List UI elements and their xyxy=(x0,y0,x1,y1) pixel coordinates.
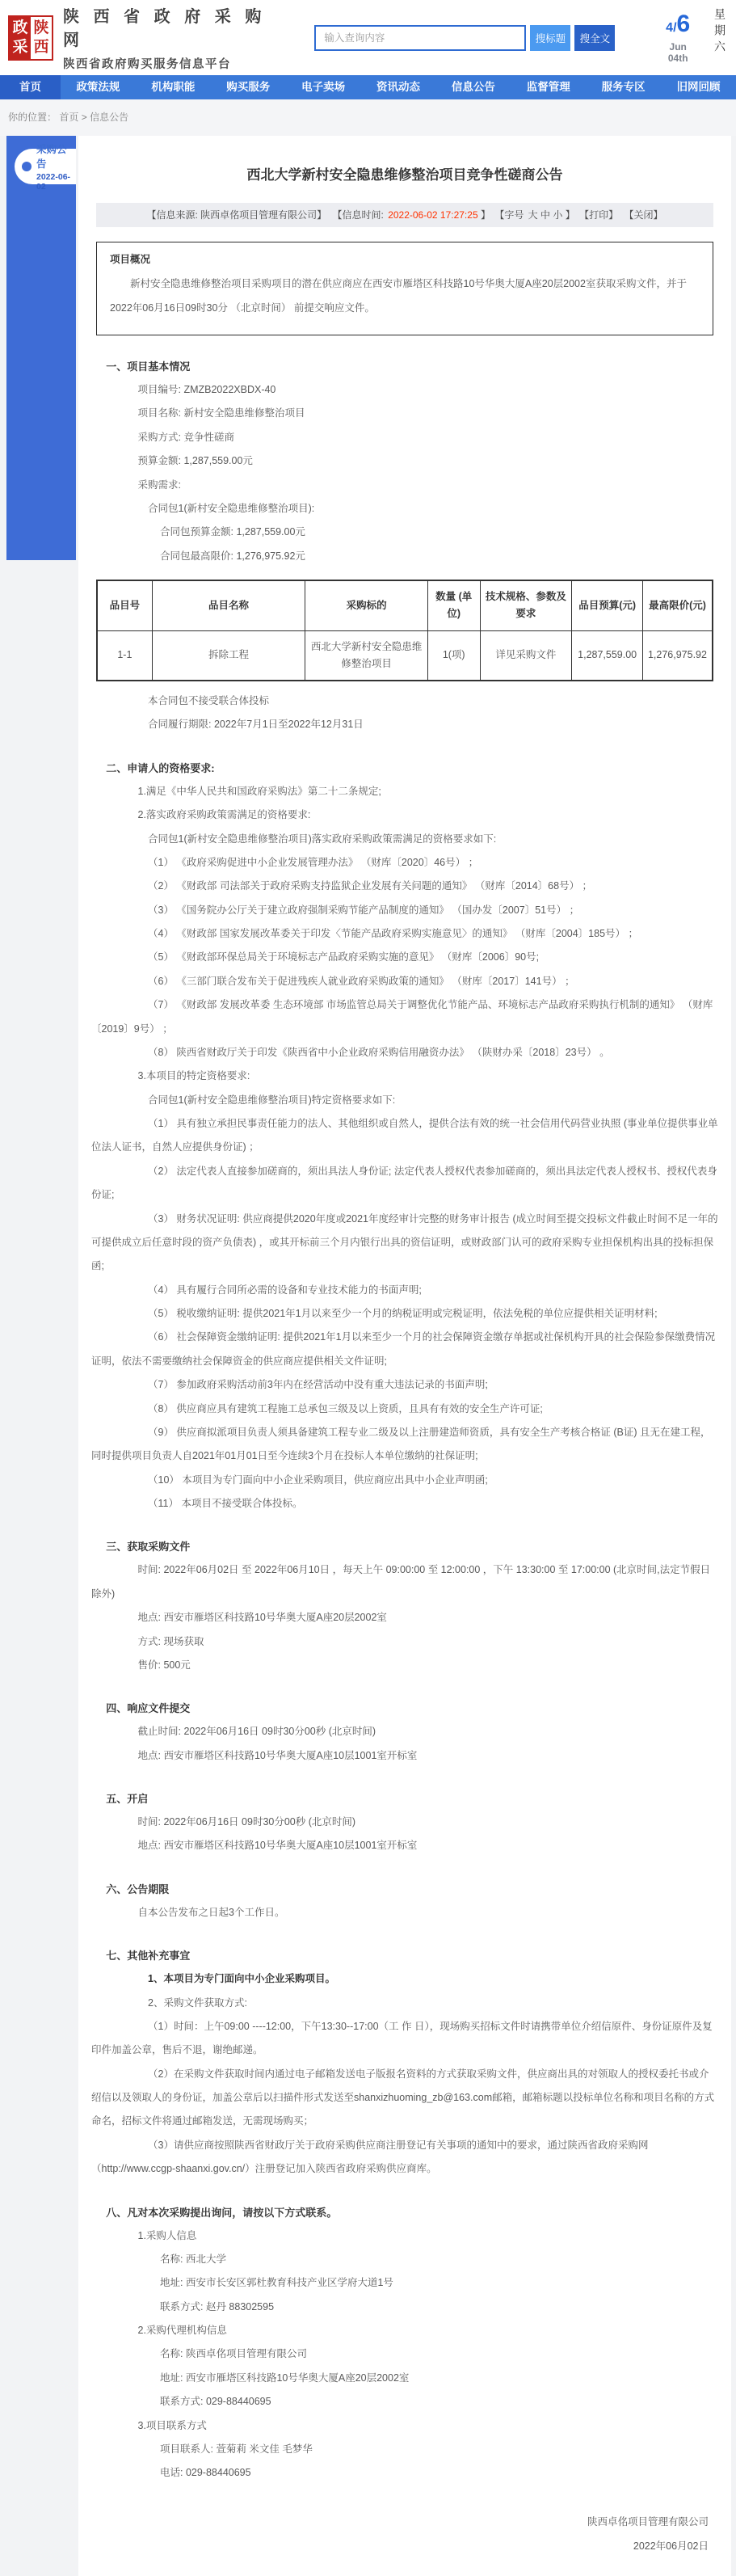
search-fulltext-button[interactable]: 搜全文 xyxy=(574,25,615,51)
meta-source: 【信息来源: 陕西卓佲项目管理有限公司】 xyxy=(146,209,327,221)
section-6-heading: 六、公告期限 xyxy=(106,1882,170,1895)
text-line: （10） 本项目为专门面向中小企业采购项目，供应商应出具中小企业声明函; xyxy=(148,1474,488,1486)
meta-time-value: 2022-06-02 17:27:25 xyxy=(388,209,478,221)
article-signature xyxy=(78,2510,731,2558)
date-numeric xyxy=(660,12,696,40)
text-line: 2.落实政府采购政策需满足的资格要求: xyxy=(137,809,311,821)
text-line: 合同包1(新村安全隐患维修整治项目)特定资格要求如下: xyxy=(148,1094,396,1106)
nav-item-e-mall[interactable]: 电子卖场 xyxy=(301,81,346,93)
table-cell: 西北大学新村安全隐患维修整治项目 xyxy=(305,630,428,681)
table-cell: 1-1 xyxy=(97,630,152,681)
sidebar xyxy=(6,136,76,560)
meta-fontsize-close: 】 xyxy=(565,209,575,221)
text-line: 2.采购代理机构信息 xyxy=(137,2325,227,2336)
text-line: 联系方式: 赵丹 88302595 xyxy=(160,2300,275,2312)
text-line: 采购需求: xyxy=(137,479,181,491)
section-8-body xyxy=(78,2224,731,2485)
article-meta-bar xyxy=(96,203,713,227)
logo-char: 采 xyxy=(12,38,28,56)
table-cell: 1(项) xyxy=(427,630,480,681)
section-2-body xyxy=(78,780,731,1516)
nav-item-functions[interactable]: 机构职能 xyxy=(151,81,196,93)
nav-item-supervision[interactable]: 监督管理 xyxy=(526,81,570,93)
text-line: （8） 陕西省财政厅关于印发《陕西省中小企业政府采购信用融资办法》 （陕财办采〔2018〕23号） 。 xyxy=(148,1046,610,1058)
section-3-body xyxy=(78,1558,731,1677)
text-line: 名称: 西北大学 xyxy=(160,2253,226,2265)
sidebar-item-procurement-announcements[interactable] xyxy=(15,144,76,192)
logo-char: 政 xyxy=(12,19,28,36)
text-line: （11） 本项目不接受联合体投标。 xyxy=(148,1498,303,1509)
date-month: 4 xyxy=(666,20,674,35)
text-line: （7） 《财政部 发展改革委 生态环境部 市场监管总局关于调整优化节能产品、环境标志产品政府采购执行机制的通知》 （财库〔2019〕9号） ； xyxy=(91,999,713,1035)
table-header-cell: 品目号 xyxy=(97,580,152,630)
text-line: 方式: 现场获取 xyxy=(137,1635,204,1647)
breadcrumb-label: 你的位置： xyxy=(8,112,57,123)
nav-item-announcements[interactable]: 信息公告 xyxy=(451,81,495,93)
text-line: （3） 财务状况证明: 供应商提供2020年度或2021年度经审计完整的财务审计报告 (成立时间至提交投标文件截止时间不足一年的可提供成立后任意时段的资产负债表) ，或其开标前三个月内银行出具的资信证明，或财政部门认可的政府采购专业担保机构出具的投标担保函; xyxy=(91,1212,718,1272)
font-size-small-button[interactable]: 小 xyxy=(553,209,563,221)
weekday-label: 星期六 xyxy=(713,7,726,57)
bullet-dot-icon xyxy=(22,162,32,171)
logo-char: 陕 xyxy=(33,19,49,36)
section-2-heading: 二、申请人的资格要求: xyxy=(106,761,215,774)
nav-item-policies[interactable]: 政策法规 xyxy=(76,81,120,93)
text-line: （5） 《财政部环保总局关于环境标志产品政府采购实施的意见》 （财库〔2006〕90号; xyxy=(148,951,540,963)
text-line: （2） 法定代表人直接参加磋商的，须出具法人身份证; 法定代表人授权代表参加磋商的，须出具法定代表人授权书、授权代表身份证; xyxy=(91,1165,717,1201)
procurement-items-table xyxy=(96,580,713,681)
main-nav xyxy=(0,75,736,99)
site-logo-icon xyxy=(8,15,53,61)
text-line: 自本公告发布之日起3个工作日。 xyxy=(137,1906,285,1918)
text-line: （2）在采购文件获取时间内通过电子邮箱发送电子版报名资料的方式获取采购文件，供应商出具的对领取人的授权委托书或介绍信以及领取人的身份证，加盖公章后以扫描件形式发送至shanxizhuoming_zb@163.com邮箱，邮箱标题以投标单位名称和项目名称的方式命名，招标文件将通过邮箱发送，无需现场购买； xyxy=(91,2068,715,2127)
section-7-body xyxy=(78,1967,731,2181)
meta-fontsize-label: 【字号 xyxy=(494,209,524,221)
sidebar-item-text xyxy=(36,141,76,192)
table-cell: 1,276,975.92 xyxy=(642,630,713,681)
meta-time-close: 】 xyxy=(477,209,490,221)
table-cell: 1,287,559.00 xyxy=(572,630,643,681)
text-line: 合同包1(新村安全隐患维修整治项目): xyxy=(148,502,315,514)
date-widget xyxy=(660,12,696,64)
logo-char: 西 xyxy=(33,38,49,56)
text-line: （9） 供应商拟派项目负责人须具备建筑工程专业二级及以上注册建造师资质，具有安全生产考核合格证 (B证) 且无在建工程，同时提供项目负责人自2021年01月01日至今连续3个月在投标人本单位缴纳的社保证明; xyxy=(91,1426,711,1462)
nav-item-service-zone[interactable]: 服务专区 xyxy=(601,81,646,93)
logo-right-column xyxy=(31,17,52,59)
text-line: （4） 《财政部 国家发展改革委关于印发〈节能产品政府采购实施意见〉的通知》 （财库〔2004〕185号） ； xyxy=(148,928,639,939)
date-english: Jun 04th xyxy=(667,40,688,64)
signature-agency: 陕西卓佲项目管理有限公司 xyxy=(587,2515,709,2528)
signature-date: 2022年06月02日 xyxy=(633,2540,709,2552)
table-header-cell: 采购标的 xyxy=(305,580,428,630)
text-line: 地点: 西安市雁塔区科技路10号华奥大厦A座10层1001室开标室 xyxy=(137,1840,418,1852)
project-overview-box xyxy=(96,242,713,335)
sidebar-category-label: 采购公告 xyxy=(36,144,67,170)
text-line: （3）请供应商按照陕西省财政厅关于政府采购供应商注册登记有关事项的通知中的要求，通过陕西省政府采购网（http://www.ccgp-shaanxi.gov.cn/）注册登记加入陕西省政府采购供应商库。 xyxy=(91,2139,649,2175)
text-line: 时间: 2022年06月16日 09时30分00秒 (北京时间) xyxy=(137,1816,356,1828)
article-panel xyxy=(78,136,731,2576)
overview-heading: 项目概况 xyxy=(110,254,151,265)
date-day: 6 xyxy=(676,10,691,37)
table-cell: 详见采购文件 xyxy=(480,630,572,681)
text-line: 地址: 西安市雁塔区科技路10号华奥大厦A座20层2002室 xyxy=(160,2372,410,2384)
breadcrumb-current-link[interactable]: 信息公告 xyxy=(90,112,129,123)
text-line: 项目联系人: 萱菊莉 米文佳 毛梦华 xyxy=(160,2443,313,2455)
print-button[interactable]: 【打印】 xyxy=(579,209,619,221)
site-subtitle: 陕西省政府购买服务信息平台 xyxy=(63,58,231,71)
text-line: （7） 参加政府采购活动前3年内在经营活动中没有重大违法记录的书面声明; xyxy=(148,1379,488,1391)
text-line: 联系方式: 029-88440695 xyxy=(160,2396,271,2408)
text-line: 合同包1(新村安全隐患维修整治项目)落实政府采购政策需满足的资格要求如下: xyxy=(148,833,497,845)
text-line: （2） 《财政部 司法部关于政府采购支持监狱企业发展有关问题的通知》 （财库〔2014〕68号） ； xyxy=(148,880,593,892)
nav-item-old-site[interactable]: 旧网回顾 xyxy=(676,81,721,93)
table-header-cell: 品目预算(元) xyxy=(572,580,643,630)
site-titles xyxy=(63,3,269,72)
text-line: 地址: 西安市长安区郭杜教育科技产业区学府大道1号 xyxy=(160,2277,393,2289)
section-7-heading: 七、其他补充事宜 xyxy=(106,1950,191,1963)
text-line: 名称: 陕西卓佲项目管理有限公司 xyxy=(160,2348,307,2360)
text-line: 合同履行期限: 2022年7月1日至2022年12月31日 xyxy=(148,719,364,731)
text-line: （1）时间：上午09:00 ----12:00，下午13:30--17:00（工 作 日），现场购买招标文件时请携带单位介绍信原件、身份证原件及复印件加盖公章，售后不退，谢绝邮递。 xyxy=(91,2020,713,2056)
table-header-cell: 技术规格、参数及要求 xyxy=(480,580,572,630)
text-line: （5） 税收缴纳证明: 提供2021年1月以来至少一个月的纳税证明或完税证明，依法免税的单位应提供相关证明材料; xyxy=(148,1308,658,1319)
text-line: 合同包预算金额: 1,287,559.00元 xyxy=(160,526,305,538)
text-line: 1.采购人信息 xyxy=(137,2229,197,2241)
font-size-large-button[interactable]: 大 xyxy=(528,209,538,221)
nav-item-purchase-services[interactable]: 购买服务 xyxy=(226,81,271,93)
text-line: 3.项目联系方式 xyxy=(137,2419,207,2431)
table-row xyxy=(97,630,713,681)
table-header-row xyxy=(97,580,713,630)
text-line: 合同包最高限价: 1,276,975.92元 xyxy=(160,550,305,562)
text-line: 时间: 2022年06月02日 至 2022年06月10日 ，每天上午 09:00:00 至 12:00:00 ，下午 13:30:00 至 17:00:00 (北京时间,法定节假日除外) xyxy=(91,1564,711,1600)
text-line: 项目编号: ZMZB2022XBDX-40 xyxy=(137,384,276,395)
text-line: （3） 《国务院办公厅关于建立政府强制采购节能产品制度的通知》 （国办发〔2007〕51号） ； xyxy=(148,904,580,916)
section-1-heading: 一、项目基本情况 xyxy=(106,360,191,373)
text-line: 预算金额: 1,287,559.00元 xyxy=(137,455,253,467)
breadcrumb-home-link[interactable]: 首页 xyxy=(59,112,79,123)
breadcrumb xyxy=(0,99,736,136)
search-input[interactable] xyxy=(314,25,526,51)
date-separator: / xyxy=(673,20,677,35)
nav-item-home[interactable]: 首页 xyxy=(0,75,61,99)
search-title-button[interactable]: 搜标题 xyxy=(530,25,570,51)
text-line: 2、采购文件获取方式: xyxy=(148,1996,247,2009)
text-line: 1、本项目为专门面向中小企业采购项目。 xyxy=(148,1973,335,1985)
breadcrumb-separator: > xyxy=(81,112,87,123)
text-line: 截止时间: 2022年06月16日 09时30分00秒 (北京时间) xyxy=(137,1726,376,1738)
site-title: 陕 西 省 政 府 采 购 网 xyxy=(63,8,267,49)
section-1-after-table xyxy=(78,689,731,737)
nav-item-news[interactable]: 资讯动态 xyxy=(376,81,420,93)
table-cell: 拆除工程 xyxy=(152,630,305,681)
section-4-heading: 四、响应文件提交 xyxy=(106,1702,191,1715)
table-header-cell: 品目名称 xyxy=(152,580,305,630)
text-line: 地点: 西安市雁塔区科技路10号华奥大厦A座10层1001室开标室 xyxy=(137,1749,418,1761)
text-line: （8） 供应商应具有建筑工程施工总承包三级及以上资质，且具有有效的安全生产许可证; xyxy=(148,1402,543,1414)
section-4-body xyxy=(78,1720,731,1768)
text-line: （1） 《政府采购促进中小企业发展管理办法》 （财库〔2020〕46号） ； xyxy=(148,856,479,868)
section-5-heading: 五、开启 xyxy=(106,1793,149,1805)
text-line: 项目名称: 新村安全隐患维修整治项目 xyxy=(137,407,305,419)
text-line: （1） 具有独立承担民事责任能力的法人、其他组织或自然人，提供合法有效的统一社会信用代码营业执照 (事业单位提供事业单位法人证书，自然人应提供身份证) ； xyxy=(91,1118,718,1153)
text-line: 1.满足《中华人民共和国政府采购法》第二十二条规定; xyxy=(137,785,381,797)
text-line: （6） 社会保障资金缴纳证明: 提供2021年1月以来至少一个月的社会保障资金缴存单据或社保机构开具的社会保险参保缴费情况证明，依法不需要缴纳社会保障资金的供应商应提供相关文件证明; xyxy=(91,1331,716,1367)
site-header xyxy=(0,0,736,75)
section-6-body xyxy=(78,1901,731,1925)
sidebar-date-label: 2022-06-02 xyxy=(36,172,71,192)
text-line: （4） 具有履行合同所必需的设备和专业技术能力的书面声明; xyxy=(148,1284,422,1296)
text-line: 电话: 029-88440695 xyxy=(160,2467,251,2479)
logo-left-column xyxy=(10,17,31,59)
section-8-heading: 八、凡对本次采购提出询问，请按以下方式联系。 xyxy=(106,2206,338,2219)
section-1-body xyxy=(78,378,731,568)
page-title: 西北大学新村安全隐患维修整治项目竞争性磋商公告 xyxy=(246,167,563,183)
search-bar xyxy=(314,25,615,51)
text-line: 售价: 500元 xyxy=(137,1659,191,1671)
text-line: 地点: 西安市雁塔区科技路10号华奥大厦A座20层2002室 xyxy=(137,1612,387,1624)
overview-body: 新村安全隐患维修整治项目采购项目的潜在供应商应在西安市雁塔区科技路10号华奥大厦A座20层2002室获取采购文件，并于 2022年06月16日09时30分 （北京时间） 前提交响应文件。 xyxy=(110,278,687,314)
text-line: 采购方式: 竞争性磋商 xyxy=(137,431,234,443)
text-line: 3.本项目的特定资格要求: xyxy=(137,1070,250,1082)
table-header-cell: 最高限价(元) xyxy=(642,580,713,630)
content-area xyxy=(0,136,736,2576)
font-size-medium-button[interactable]: 中 xyxy=(540,209,551,221)
section-5-body xyxy=(78,1811,731,1858)
text-line: （6） 《三部门联合发布关于促进残疾人就业政府采购政策的通知》 （财库〔2017〕141号） ； xyxy=(148,975,575,987)
section-3-heading: 三、获取采购文件 xyxy=(106,1541,191,1554)
meta-time-open: 【信息时间: xyxy=(332,209,387,221)
text-line: 本合同包不接受联合体投标 xyxy=(148,695,270,706)
close-button[interactable]: 【关闭】 xyxy=(624,209,663,221)
table-header-cell: 数量 (单位) xyxy=(427,580,480,630)
